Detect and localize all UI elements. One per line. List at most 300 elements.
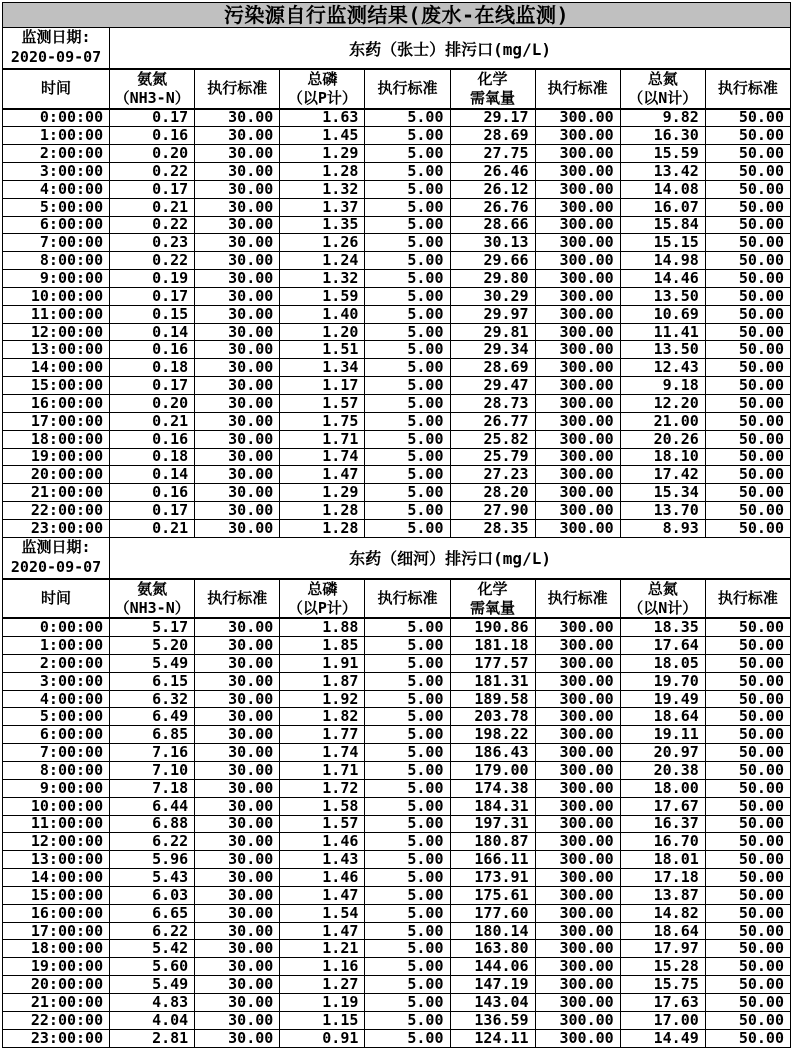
value-cell: 30.00 [195, 744, 280, 762]
value-cell: 175.61 [450, 886, 535, 904]
value-cell: 30.00 [195, 323, 280, 341]
time-cell: 11:00:00 [3, 305, 110, 323]
column-header [705, 579, 790, 619]
value-cell: 300.00 [535, 341, 620, 359]
value-cell: 8.93 [620, 519, 705, 537]
value-cell: 300.00 [535, 815, 620, 833]
value-cell: 136.59 [450, 1011, 535, 1029]
monitoring-table-xihe [2, 537, 791, 1048]
value-cell: 6.44 [110, 797, 195, 815]
column-header [620, 69, 705, 109]
value-cell: 5.00 [365, 270, 450, 288]
column-header-line: 时间 [41, 79, 72, 98]
value-cell: 0.16 [110, 430, 195, 448]
value-cell: 5.00 [365, 851, 450, 869]
value-cell: 13.50 [620, 287, 705, 305]
value-cell: 28.35 [450, 519, 535, 537]
value-cell: 50.00 [705, 484, 790, 502]
value-cell: 5.00 [365, 395, 450, 413]
value-cell: 0.22 [110, 252, 195, 270]
table-row [3, 519, 791, 537]
table-row [3, 466, 791, 484]
value-cell: 1.28 [280, 502, 365, 520]
value-cell: 5.43 [110, 869, 195, 887]
table-row [3, 1029, 791, 1047]
table-row [3, 412, 791, 430]
value-cell: 18.00 [620, 779, 705, 797]
value-cell: 0.21 [110, 519, 195, 537]
value-cell: 300.00 [535, 833, 620, 851]
value-cell: 179.00 [450, 762, 535, 780]
value-cell: 30.00 [195, 305, 280, 323]
value-cell: 0.23 [110, 234, 195, 252]
value-cell: 50.00 [705, 744, 790, 762]
value-cell: 300.00 [535, 287, 620, 305]
column-header-line: 总磷 [307, 70, 338, 88]
value-cell: 6.49 [110, 708, 195, 726]
value-cell: 50.00 [705, 377, 790, 395]
value-cell: 50.00 [705, 886, 790, 904]
table-row [3, 815, 791, 833]
value-cell: 300.00 [535, 976, 620, 994]
station-header: 东药（张士）排污口(mg/L) [110, 28, 791, 70]
monitoring-date-cell [3, 537, 110, 579]
table-row [3, 287, 791, 305]
table-row [3, 145, 791, 163]
value-cell: 6.32 [110, 690, 195, 708]
time-cell: 2:00:00 [3, 654, 110, 672]
value-cell: 17.18 [620, 869, 705, 887]
column-header [365, 579, 450, 619]
value-cell: 27.75 [450, 145, 535, 163]
table-row [3, 618, 791, 636]
value-cell: 16.07 [620, 198, 705, 216]
value-cell: 30.00 [195, 886, 280, 904]
value-cell: 1.77 [280, 726, 365, 744]
value-cell: 5.00 [365, 323, 450, 341]
value-cell: 300.00 [535, 654, 620, 672]
table-row [3, 430, 791, 448]
value-cell: 21.00 [620, 412, 705, 430]
value-cell: 25.79 [450, 448, 535, 466]
value-cell: 14.08 [620, 180, 705, 198]
value-cell: 300.00 [535, 779, 620, 797]
value-cell: 50.00 [705, 109, 790, 127]
column-header [3, 579, 110, 619]
time-cell: 2:00:00 [3, 145, 110, 163]
value-cell: 5.00 [365, 502, 450, 520]
column-header-line: 氨氮 [137, 579, 168, 598]
time-cell: 20:00:00 [3, 466, 110, 484]
value-cell: 180.87 [450, 833, 535, 851]
value-cell: 5.96 [110, 851, 195, 869]
value-cell: 300.00 [535, 180, 620, 198]
value-cell: 50.00 [705, 180, 790, 198]
column-header [110, 579, 195, 619]
value-cell: 18.01 [620, 851, 705, 869]
value-cell: 50.00 [705, 726, 790, 744]
value-cell: 15.15 [620, 234, 705, 252]
value-cell: 300.00 [535, 216, 620, 234]
value-cell: 30.00 [195, 234, 280, 252]
value-cell: 1.16 [280, 958, 365, 976]
table-row [3, 1011, 791, 1029]
value-cell: 30.00 [195, 618, 280, 636]
value-cell: 1.32 [280, 270, 365, 288]
value-cell: 50.00 [705, 287, 790, 305]
value-cell: 0.17 [110, 502, 195, 520]
value-cell: 30.00 [195, 976, 280, 994]
value-cell: 30.00 [195, 377, 280, 395]
table-row [3, 904, 791, 922]
value-cell: 300.00 [535, 1011, 620, 1029]
time-cell: 9:00:00 [3, 779, 110, 797]
value-cell: 0.18 [110, 448, 195, 466]
time-cell: 14:00:00 [3, 869, 110, 887]
value-cell: 0.20 [110, 395, 195, 413]
value-cell: 50.00 [705, 430, 790, 448]
column-header-line: 执行标准 [547, 79, 608, 98]
table-row [3, 341, 791, 359]
value-cell: 20.26 [620, 430, 705, 448]
table-row [3, 690, 791, 708]
value-cell: 0.21 [110, 198, 195, 216]
table-row [3, 180, 791, 198]
column-header-line: 执行标准 [207, 79, 268, 98]
value-cell: 5.00 [365, 145, 450, 163]
value-cell: 300.00 [535, 109, 620, 127]
value-cell: 300.00 [535, 412, 620, 430]
table-row [3, 922, 791, 940]
value-cell: 29.81 [450, 323, 535, 341]
table-row [3, 940, 791, 958]
value-cell: 30.00 [195, 922, 280, 940]
value-cell: 26.46 [450, 163, 535, 181]
value-cell: 50.00 [705, 833, 790, 851]
column-header [195, 69, 280, 109]
value-cell: 5.00 [365, 618, 450, 636]
value-cell: 300.00 [535, 163, 620, 181]
value-cell: 15.75 [620, 976, 705, 994]
value-cell: 20.97 [620, 744, 705, 762]
value-cell: 0.21 [110, 412, 195, 430]
value-cell: 5.00 [365, 654, 450, 672]
value-cell: 50.00 [705, 252, 790, 270]
time-cell: 0:00:00 [3, 109, 110, 127]
time-cell: 14:00:00 [3, 359, 110, 377]
value-cell: 5.00 [365, 127, 450, 145]
value-cell: 1.47 [280, 922, 365, 940]
value-cell: 5.00 [365, 886, 450, 904]
value-cell: 300.00 [535, 234, 620, 252]
value-cell: 300.00 [535, 448, 620, 466]
table-row [3, 708, 791, 726]
time-cell: 7:00:00 [3, 744, 110, 762]
value-cell: 30.00 [195, 502, 280, 520]
table-row [3, 448, 791, 466]
value-cell: 0.17 [110, 180, 195, 198]
value-cell: 1.85 [280, 637, 365, 655]
value-cell: 1.82 [280, 708, 365, 726]
table-row [3, 993, 791, 1011]
column-header-row [3, 579, 791, 619]
value-cell: 30.00 [195, 163, 280, 181]
value-cell: 6.85 [110, 726, 195, 744]
value-cell: 5.00 [365, 448, 450, 466]
time-cell: 12:00:00 [3, 833, 110, 851]
value-cell: 5.00 [365, 216, 450, 234]
value-cell: 5.00 [365, 833, 450, 851]
value-cell: 17.63 [620, 993, 705, 1011]
value-cell: 29.66 [450, 252, 535, 270]
value-cell: 163.80 [450, 940, 535, 958]
table-row [3, 637, 791, 655]
value-cell: 30.00 [195, 654, 280, 672]
value-cell: 30.00 [195, 484, 280, 502]
value-cell: 1.72 [280, 779, 365, 797]
value-cell: 20.38 [620, 762, 705, 780]
time-cell: 6:00:00 [3, 726, 110, 744]
value-cell: 5.00 [365, 466, 450, 484]
monitoring-table-zhangshi [2, 27, 791, 538]
table-row [3, 127, 791, 145]
value-cell: 19.11 [620, 726, 705, 744]
value-cell: 50.00 [705, 851, 790, 869]
value-cell: 12.43 [620, 359, 705, 377]
value-cell: 50.00 [705, 127, 790, 145]
column-header-line: 氨氮 [137, 70, 168, 88]
value-cell: 50.00 [705, 341, 790, 359]
column-header-line: 化学 [477, 579, 508, 598]
time-cell: 8:00:00 [3, 252, 110, 270]
value-cell: 5.60 [110, 958, 195, 976]
time-cell: 22:00:00 [3, 502, 110, 520]
table-row [3, 672, 791, 690]
value-cell: 300.00 [535, 466, 620, 484]
value-cell: 300.00 [535, 672, 620, 690]
value-cell: 5.00 [365, 958, 450, 976]
value-cell: 29.34 [450, 341, 535, 359]
value-cell: 28.73 [450, 395, 535, 413]
value-cell: 1.71 [280, 762, 365, 780]
value-cell: 50.00 [705, 672, 790, 690]
value-cell: 5.00 [365, 744, 450, 762]
value-cell: 18.10 [620, 448, 705, 466]
value-cell: 1.43 [280, 851, 365, 869]
value-cell: 30.00 [195, 341, 280, 359]
value-cell: 5.17 [110, 618, 195, 636]
value-cell: 5.00 [365, 1011, 450, 1029]
value-cell: 1.47 [280, 886, 365, 904]
monitoring-date-label: 监测日期: [21, 537, 91, 556]
value-cell: 15.28 [620, 958, 705, 976]
time-cell: 16:00:00 [3, 904, 110, 922]
value-cell: 18.64 [620, 708, 705, 726]
value-cell: 15.84 [620, 216, 705, 234]
table-row [3, 163, 791, 181]
value-cell: 30.00 [195, 904, 280, 922]
value-cell: 300.00 [535, 637, 620, 655]
value-cell: 0.16 [110, 127, 195, 145]
column-header-line: 总氮 [647, 579, 678, 598]
value-cell: 124.11 [450, 1029, 535, 1047]
value-cell: 50.00 [705, 1011, 790, 1029]
value-cell: 30.00 [195, 109, 280, 127]
value-cell: 26.12 [450, 180, 535, 198]
value-cell: 50.00 [705, 708, 790, 726]
column-header-line: （NH3-N） [114, 88, 190, 107]
value-cell: 180.14 [450, 922, 535, 940]
value-cell: 5.00 [365, 1029, 450, 1047]
value-cell: 29.80 [450, 270, 535, 288]
time-cell: 10:00:00 [3, 797, 110, 815]
value-cell: 50.00 [705, 216, 790, 234]
value-cell: 50.00 [705, 412, 790, 430]
value-cell: 300.00 [535, 270, 620, 288]
time-cell: 19:00:00 [3, 448, 110, 466]
column-header-line: 需氧量 [470, 88, 516, 107]
value-cell: 50.00 [705, 797, 790, 815]
value-cell: 50.00 [705, 690, 790, 708]
value-cell: 50.00 [705, 618, 790, 636]
value-cell: 5.00 [365, 815, 450, 833]
value-cell: 174.38 [450, 779, 535, 797]
value-cell: 30.00 [195, 637, 280, 655]
value-cell: 30.00 [195, 940, 280, 958]
value-cell: 13.70 [620, 502, 705, 520]
value-cell: 5.00 [365, 976, 450, 994]
time-cell: 4:00:00 [3, 180, 110, 198]
value-cell: 5.49 [110, 654, 195, 672]
value-cell: 1.59 [280, 287, 365, 305]
time-cell: 23:00:00 [3, 1029, 110, 1047]
value-cell: 1.92 [280, 690, 365, 708]
value-cell: 5.20 [110, 637, 195, 655]
column-header-line: 执行标准 [717, 79, 778, 98]
value-cell: 29.47 [450, 377, 535, 395]
value-cell: 50.00 [705, 993, 790, 1011]
value-cell: 5.00 [365, 109, 450, 127]
column-header-line: （以P计） [287, 598, 357, 617]
time-cell: 21:00:00 [3, 484, 110, 502]
table-row [3, 377, 791, 395]
value-cell: 1.26 [280, 234, 365, 252]
value-cell: 5.00 [365, 637, 450, 655]
value-cell: 1.28 [280, 519, 365, 537]
report-page [2, 2, 791, 1048]
table-row [3, 252, 791, 270]
value-cell: 300.00 [535, 958, 620, 976]
table-row [3, 779, 791, 797]
value-cell: 300.00 [535, 690, 620, 708]
value-cell: 0.14 [110, 323, 195, 341]
value-cell: 1.54 [280, 904, 365, 922]
value-cell: 300.00 [535, 993, 620, 1011]
table-row [3, 395, 791, 413]
value-cell: 1.46 [280, 869, 365, 887]
table-row [3, 869, 791, 887]
value-cell: 0.16 [110, 484, 195, 502]
value-cell: 50.00 [705, 637, 790, 655]
column-header-line: 执行标准 [207, 589, 268, 608]
table-row [3, 359, 791, 377]
value-cell: 50.00 [705, 762, 790, 780]
table-row [3, 198, 791, 216]
value-cell: 2.81 [110, 1029, 195, 1047]
value-cell: 1.28 [280, 163, 365, 181]
table-row [3, 502, 791, 520]
value-cell: 300.00 [535, 744, 620, 762]
value-cell: 16.37 [620, 815, 705, 833]
value-cell: 300.00 [535, 502, 620, 520]
value-cell: 1.91 [280, 654, 365, 672]
value-cell: 5.00 [365, 484, 450, 502]
time-cell: 18:00:00 [3, 430, 110, 448]
value-cell: 186.43 [450, 744, 535, 762]
value-cell: 15.34 [620, 484, 705, 502]
value-cell: 300.00 [535, 922, 620, 940]
time-cell: 1:00:00 [3, 637, 110, 655]
value-cell: 50.00 [705, 395, 790, 413]
value-cell: 50.00 [705, 305, 790, 323]
table-row [3, 654, 791, 672]
value-cell: 1.74 [280, 744, 365, 762]
value-cell: 1.47 [280, 466, 365, 484]
value-cell: 30.00 [195, 690, 280, 708]
value-cell: 5.00 [365, 430, 450, 448]
time-cell: 4:00:00 [3, 690, 110, 708]
value-cell: 1.21 [280, 940, 365, 958]
value-cell: 30.00 [195, 145, 280, 163]
value-cell: 5.00 [365, 377, 450, 395]
time-cell: 17:00:00 [3, 922, 110, 940]
value-cell: 50.00 [705, 654, 790, 672]
value-cell: 5.00 [365, 869, 450, 887]
value-cell: 28.20 [450, 484, 535, 502]
column-header [280, 69, 365, 109]
value-cell: 143.04 [450, 993, 535, 1011]
value-cell: 300.00 [535, 940, 620, 958]
value-cell: 300.00 [535, 430, 620, 448]
value-cell: 1.46 [280, 833, 365, 851]
value-cell: 1.35 [280, 216, 365, 234]
table-row [3, 886, 791, 904]
value-cell: 14.82 [620, 904, 705, 922]
value-cell: 0.22 [110, 216, 195, 234]
column-header [280, 579, 365, 619]
value-cell: 1.75 [280, 412, 365, 430]
value-cell: 5.00 [365, 359, 450, 377]
value-cell: 1.58 [280, 797, 365, 815]
time-cell: 0:00:00 [3, 618, 110, 636]
time-cell: 11:00:00 [3, 815, 110, 833]
value-cell: 1.87 [280, 672, 365, 690]
value-cell: 1.51 [280, 341, 365, 359]
value-cell: 9.82 [620, 109, 705, 127]
value-cell: 5.00 [365, 412, 450, 430]
value-cell: 30.00 [195, 762, 280, 780]
time-cell: 6:00:00 [3, 216, 110, 234]
value-cell: 16.30 [620, 127, 705, 145]
value-cell: 27.90 [450, 502, 535, 520]
value-cell: 30.00 [195, 519, 280, 537]
value-cell: 300.00 [535, 726, 620, 744]
table-info-row [3, 537, 791, 579]
column-header [535, 579, 620, 619]
table-row [3, 234, 791, 252]
value-cell: 30.00 [195, 412, 280, 430]
value-cell: 147.19 [450, 976, 535, 994]
